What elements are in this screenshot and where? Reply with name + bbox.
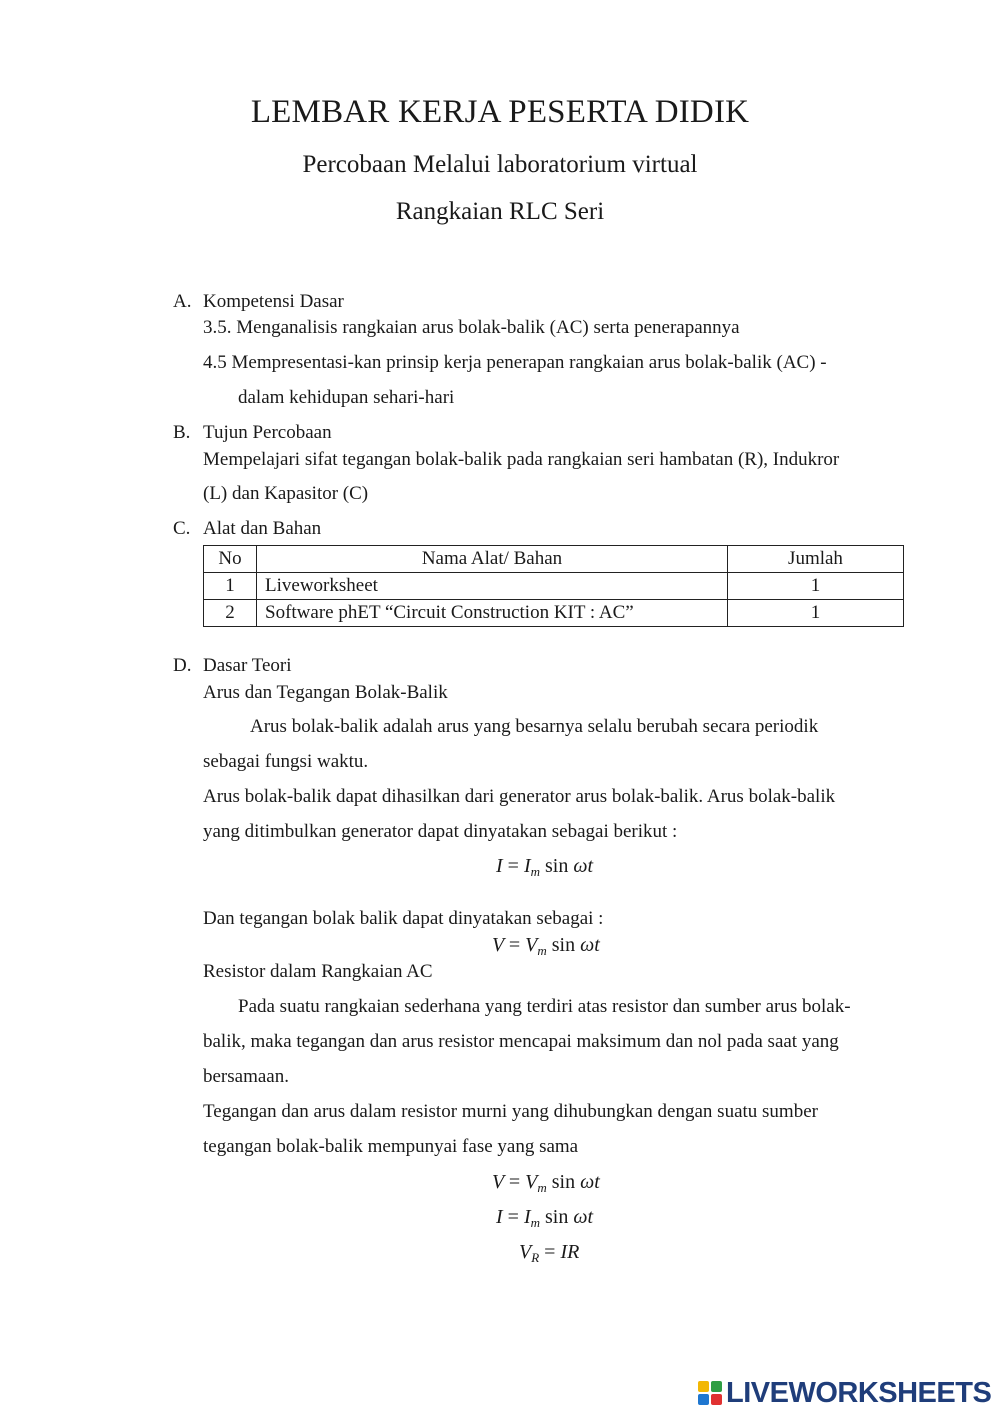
equation-resistor-current: $I = I_m$ sin ωt [496, 1206, 594, 1230]
para4-line1: Pada suatu rangkaian sederhana yang terdiri atas resistor dan sumber arus bolak- [238, 996, 851, 1017]
section-c-letter: C. [173, 518, 191, 539]
para4-line3: bersamaan. [203, 1066, 289, 1087]
logo-text: LIVEWORKSHEETS [726, 1376, 992, 1409]
logo-square [698, 1394, 709, 1405]
logo-square [711, 1394, 722, 1405]
row1-no: 1 [204, 573, 257, 600]
subtitle-rlc: Rangkaian RLC Seri [395, 198, 605, 225]
para1-line2: sebagai fungsi waktu. [203, 751, 369, 772]
para1-line1: Arus bolak-balik adalah arus yang besarnya selalu berubah secara periodik [250, 716, 819, 737]
equation-ohm: $V_R$ = IR [519, 1241, 580, 1265]
table-row [204, 600, 904, 627]
kd-4-5: 4.5 Mempresentasi-kan prinsip kerja penerapan rangkaian arus bolak-balik (AC) - [203, 352, 827, 373]
subheading-ac: Arus dan Tegangan Bolak-Balik [203, 682, 448, 703]
para5-line1: Tegangan dan arus dalam resistor murni yang dihubungkan dengan suatu sumber [203, 1101, 818, 1122]
page-title: LEMBAR KERJA PESERTA DIDIK [250, 94, 750, 130]
subheading-resistor: Resistor dalam Rangkaian AC [203, 961, 433, 982]
row2-qty: 1 [728, 600, 904, 627]
para2-line1: Arus bolak-balik dapat dihasilkan dari generator arus bolak-balik. Arus bolak-balik [203, 786, 836, 807]
section-d-letter: D. [173, 655, 192, 676]
para3: Dan tegangan bolak balik dapat dinyatakan sebagai : [203, 908, 604, 929]
col-qty-header: Jumlah [728, 546, 904, 573]
objective-line1: Mempelajari sifat tegangan bolak-balik pada rangkaian seri hambatan (R), Indukror [203, 449, 840, 470]
equation-resistor-voltage: $V = V_m$ sin ωt [492, 1171, 600, 1195]
section-b-letter: B. [173, 422, 191, 443]
table-row [204, 573, 904, 600]
row1-qty: 1 [728, 573, 904, 600]
para4-line2: balik, maka tegangan dan arus resistor mencapai maksimum dan nol pada saat yang [203, 1031, 839, 1052]
kd-3-5: 3.5. Menganalisis rangkaian arus bolak-balik (AC) serta penerapannya [203, 317, 740, 338]
tools-table [203, 545, 904, 627]
section-b-heading: Tujun Percobaan [203, 422, 332, 443]
section-c-heading: Alat dan Bahan [203, 518, 322, 539]
para2-line2: yang ditimbulkan generator dapat dinyatakan sebagai berikut : [203, 821, 678, 842]
equation-voltage: $V = V_m$ sin ωt [492, 934, 600, 958]
col-name-header: Nama Alat/ Bahan [257, 546, 728, 573]
row2-name: Software phET “Circuit Construction KIT : AC” [257, 600, 728, 627]
subtitle-lab: Percobaan Melalui laboratorium virtual [302, 151, 698, 178]
row1-name: Liveworksheet [257, 573, 728, 600]
liveworksheets-logo-icon [698, 1381, 722, 1405]
table-header-row [204, 546, 904, 573]
col-no-header: No [204, 546, 257, 573]
section-a-heading: Kompetensi Dasar [203, 291, 344, 312]
section-a-letter: A. [173, 291, 192, 312]
liveworksheets-logo[interactable] [698, 1376, 991, 1410]
section-d-heading: Dasar Teori [203, 655, 292, 676]
equation-current: $I = I_m$ sin ωt [496, 855, 594, 879]
logo-square [698, 1381, 709, 1392]
kd-4-5-cont: dalam kehidupan sehari-hari [238, 387, 455, 408]
objective-line2: (L) dan Kapasitor (C) [203, 483, 369, 504]
para5-line2: tegangan bolak-balik mempunyai fase yang sama [203, 1136, 579, 1157]
row2-no: 2 [204, 600, 257, 627]
logo-square [711, 1381, 722, 1392]
